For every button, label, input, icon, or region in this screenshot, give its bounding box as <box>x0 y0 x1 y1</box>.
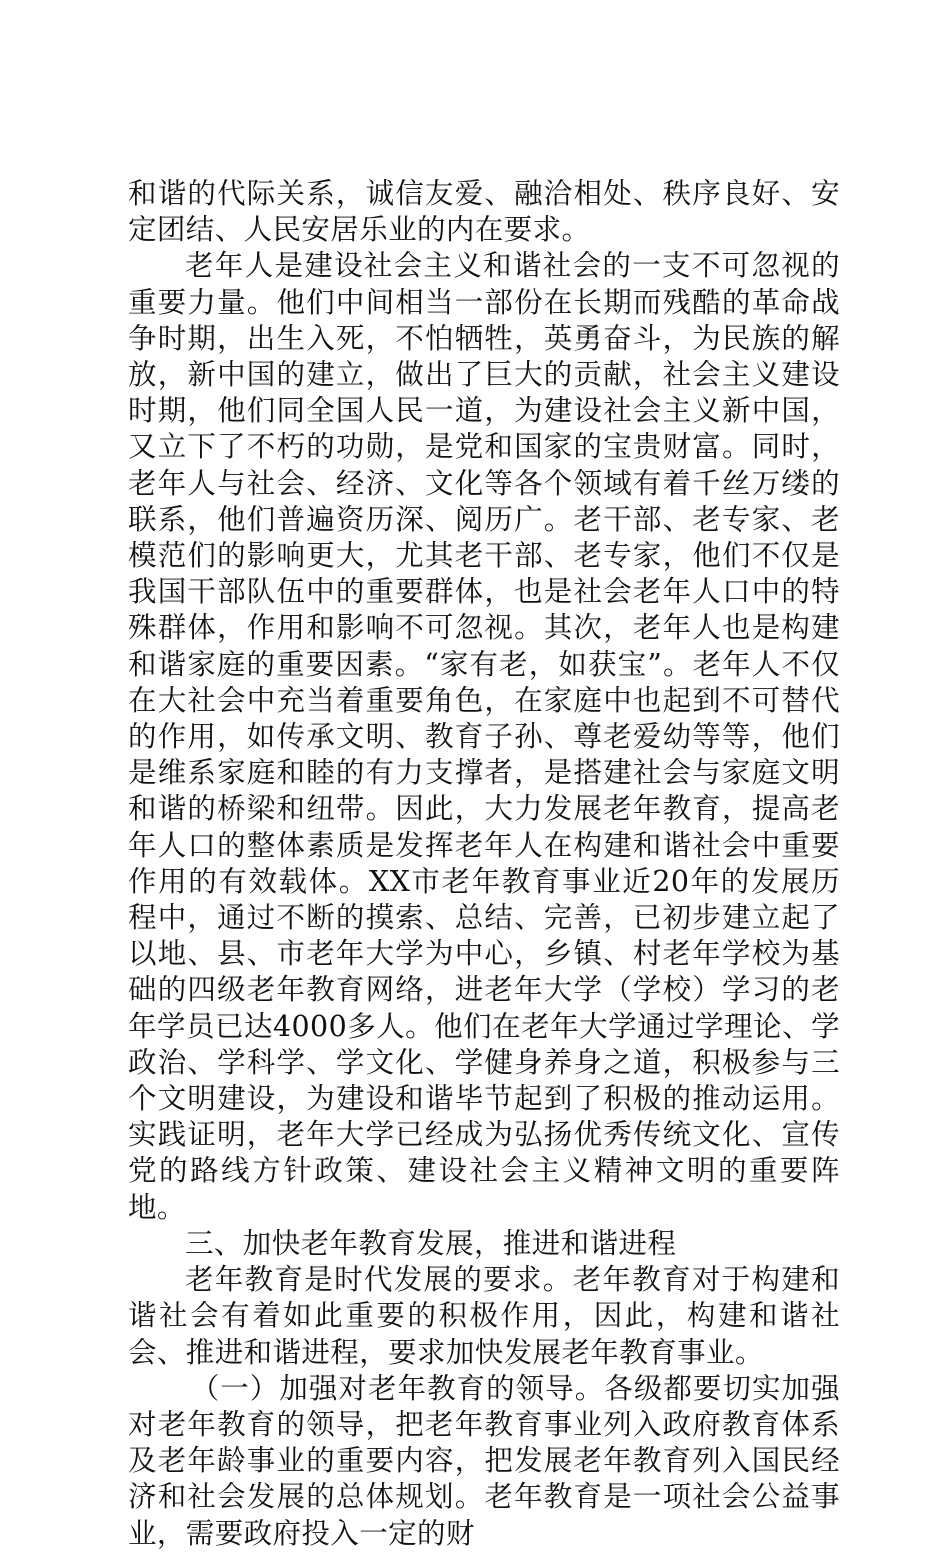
paragraph-leadership: （一）加强对老年教育的领导。各级都要切实加强对老年教育的领导，把老年教育事业列入政府教育体系及老年龄事业的重要内容，把发展老年教育列入国民经济和社会发展的总体规划。老年教育是一项社会公益事业，需要政府投入一定的财 <box>128 1371 840 1550</box>
paragraph-era-requirement: 老年教育是时代发展的要求。老年教育对于构建和谐社会有着如此重要的积极作用，因此，构建和谐社会、推进和谐进程，要求加快发展老年教育事业。 <box>128 1263 840 1369</box>
document-body <box>128 176 840 1552</box>
section-heading-three: 三、加快老年教育发展，推进和谐进程 <box>185 1226 677 1260</box>
paragraph-elderly-role: 老年人是建设社会主义和谐社会的一支不可忽视的重要力量。他们中间相当一部份在长期而残酷的革命战争时期，出生入死，不怕牺牲，英勇奋斗，为民族的解放，新中国的建立，做出了巨大的贡献，社会主义建设时期，他们同全国人民一道，为建设社会主义新中国，又立下了不朽的功勋，是党和国家的宝贵财富。同时，老年人与社会、经济、文化等各个领域有着千丝万缕的联系，他们普遍资历深、阅历广。老干部、老专家、老模范们的影响更大，尤其老干部、老专家，他们不仅是我国干部队伍中的重要群体，也是社会老年人口中的特殊群体，作用和影响不可忽视。其次，老年人也是构建和谐家庭的重要因素。“家有老，如获宝”。老年人不仅在大社会中充当着重要角色，在家庭中也起到不可替代的作用，如传承文明、教育子孙、尊老爱幼等等，他们是维系家庭和睦的有力支撑者，是搭建社会与家庭文明和谐的桥梁和纽带。因此，大力发展老年教育，提高老年人口的整体素质是发挥老年人在构建和谐社会中重要作用的有效载体。XX市老年教育事业近20年的发展历程中，通过不断的摸索、总结、完善，已初步建立起了以地、县、市老年大学为中心，乡镇、村老年学校为基础的四级老年教育网络，进老年大学（学校）学习的老年学员已达4000多人。他们在老年大学通过学理论、学政治、学科学、学文化、学健身养身之道，积极参与三个文明建设，为建设和谐毕节起到了积极的推动运用。实践证明，老年大学已经成为弘扬优秀传统文化、宣传党的路线方针政策、建设社会主义精神文明的重要阵地。 <box>128 249 840 1224</box>
paragraph-continuation: 和谐的代际关系，诚信友爱、融洽相处、秩序良好、安定团结、人民安居乐业的内在要求。 <box>128 177 840 247</box>
